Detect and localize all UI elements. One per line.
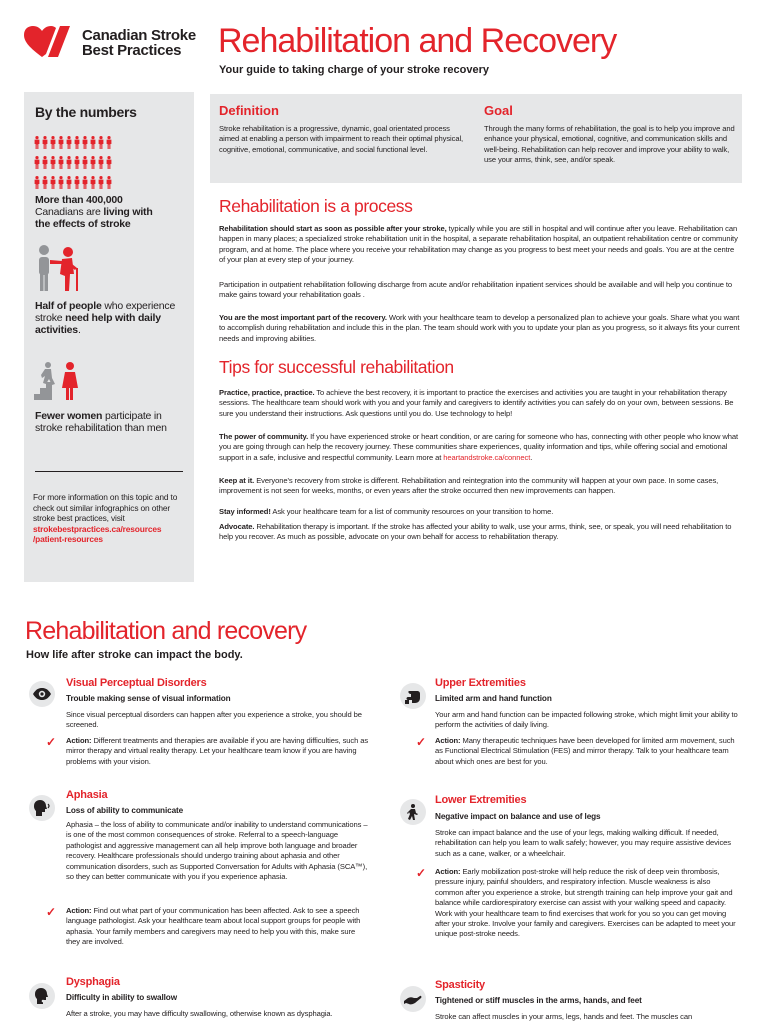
- sidebar-divider: [35, 471, 183, 472]
- aphasia-sub: Loss of ability to communicate: [66, 806, 184, 815]
- tip-community-end: .: [530, 452, 533, 462]
- visual-check-icon: ✓: [46, 735, 57, 749]
- stat-canadians-strong: More than 400,000: [35, 194, 123, 206]
- visual-action-text: Different treatments and therapies are available if you are having difficulties, such as mirror therapy and virtual reality therapy. Let your healthcare team know if you are having problems with your vision.: [66, 736, 369, 766]
- tip-keep-text: Everyone's recovery from stroke is different. Rehabilitation and reintegration into the community will happen at your own pace. In some cases, improvement is not seen for weeks, months, or even years after the stroke occurred then new improvements can happen.: [219, 476, 719, 496]
- stat-canadians-post: the effects of stroke: [35, 218, 131, 230]
- upper-text: Your arm and hand function can be impacted following stroke, which might limit your ability to perform the activities of daily living.: [435, 710, 738, 730]
- person-icon: [106, 136, 114, 154]
- dysphagia-sub: Difficulty in ability to swallow: [66, 993, 177, 1002]
- resources-link-line-1[interactable]: strokebestpractices.ca/resources: [33, 523, 162, 534]
- person-icon: [90, 136, 98, 154]
- process-p1: [219, 224, 741, 266]
- open-hand-icon: [400, 986, 426, 1012]
- lower-action: [435, 867, 740, 940]
- person-icon: [50, 176, 58, 194]
- tip-practice-bold: Practice, practice, practice.: [219, 388, 315, 397]
- sidebar-heading: By the numbers: [35, 104, 137, 120]
- process-p3: [219, 313, 741, 344]
- sidebar: [24, 92, 194, 582]
- tip-advocate-text: Rehabilitation therapy is important. If the stroke has affected your ability to walk, use your arms, think, see, or speak, you will need rehabilitation to help you recover. As much as possible, advocate on your own behalf for access to rehabilitation therapy.: [219, 522, 732, 542]
- more-info-text: For more information on this topic and to check out similar infographics on other stroke best practices, visit: [33, 492, 178, 524]
- person-icon: [98, 156, 106, 174]
- heartandstroke-link[interactable]: heartandstroke.ca/connect: [443, 452, 531, 462]
- person-icon: [82, 156, 90, 174]
- person-icon: [82, 136, 90, 154]
- process-p1-text: typically while you are still in hospital and will continue after you leave. Rehabilitation can happen in many places; a specialized stroke rehabilitation unit in the hospital, a separate rehabilitation hospital, an outpatient rehabilitation centre or community program, and at home. The place where you receive your rehabilitation may change as you progress to best meet your needs and goals. You are at the centre of your plan at every step of your journey.: [219, 224, 738, 265]
- visual-title: Visual Perceptual Disorders: [66, 677, 207, 689]
- person-icon: [42, 136, 50, 154]
- people-grid-icon: [34, 136, 114, 194]
- logo: [24, 26, 194, 60]
- process-p1-bold: Rehabilitation should start as soon as possible after your stroke,: [219, 224, 447, 233]
- aphasia-title: Aphasia: [66, 789, 108, 801]
- upper-sub: Limited arm and hand function: [435, 694, 552, 703]
- person-icon: [58, 136, 66, 154]
- brand-line-1: Canadian Stroke: [82, 27, 196, 44]
- page-subtitle: Your guide to taking charge of your stroke recovery: [219, 64, 489, 76]
- upper-action-text: Many therapeutic techniques have been developed for limited arm movement, such as Functional Electrical Stimulation (FES) and mirror therapy. Talk to your healthcare team about which ones are best for you.: [435, 736, 735, 766]
- aphasia-action: [66, 906, 371, 948]
- stairs-woman-icon: [34, 362, 82, 402]
- tip-stay-text: Ask your healthcare team for a list of community resources on your transition to home.: [270, 507, 554, 516]
- stat-half-em: need help with daily activities: [35, 312, 161, 336]
- tip-keep-at-it: [219, 476, 741, 497]
- tip-stay-bold: Stay informed!: [219, 507, 271, 516]
- brand-line-2: Best Practices: [82, 42, 182, 59]
- visual-action: [66, 736, 371, 767]
- tip-community: [219, 432, 741, 463]
- page-title: Rehabilitation and Recovery: [218, 22, 617, 60]
- resources-link-line-2[interactable]: /patient-resources: [33, 534, 103, 545]
- person-icon: [42, 156, 50, 174]
- process-heading: Rehabilitation is a process: [219, 196, 413, 216]
- process-p3-text: Work with your healthcare team to develop a personalized plan to achieve your goals. Share what you want to accomplish during rehabilitation and include this in the plan. The team should work with you to update your plan as you progress, so it always fits your current needs and improving abilities.: [219, 313, 740, 343]
- hand-fist-icon: [400, 683, 426, 709]
- person-icon: [82, 176, 90, 194]
- lower-text: Stroke can impact balance and the use of your legs, making walking difficult. If needed, rehabilitation can help you learn to walk safely; however, you may require assistive devices such as a cane, walker, or a wheelchair.: [435, 828, 731, 858]
- stat-women-post: participate in stroke rehabilitation than men: [35, 410, 167, 434]
- heart-logo-icon: [24, 26, 80, 58]
- person-icon: [66, 156, 74, 174]
- person-icon: [74, 136, 82, 154]
- aphasia-action-label: Action:: [66, 906, 92, 915]
- visual-action-label: Action:: [66, 736, 92, 745]
- lower-action-label: Action:: [435, 867, 461, 876]
- recovery-subtitle: How life after stroke can impact the body.: [26, 649, 243, 661]
- aphasia-check-icon: ✓: [46, 905, 57, 919]
- person-icon: [34, 156, 42, 174]
- person-icon: [58, 156, 66, 174]
- person-icon: [66, 136, 74, 154]
- spasticity-sub: Tightened or stiff muscles in the arms, hands, and feet: [435, 996, 642, 1005]
- tip-stay-informed: [219, 507, 741, 517]
- person-icon: [50, 136, 58, 154]
- tip-keep-bold: Keep at it.: [219, 476, 255, 485]
- stat-half-people: [35, 300, 185, 336]
- tip-practice-text: To achieve the best recovery, it is important to practice the exercises and activities you are taught in your rehabilitation therapy sessions. The healthcare team should work with you and your family and caregivers to identify activities you can safely do on your own, between sessions. Be sure you understand their instructions. Ask questions until you do. Use technology to help!: [219, 388, 734, 418]
- person-icon: [106, 176, 114, 194]
- upper-action: [435, 736, 740, 767]
- stat-women-strong: Fewer women: [35, 410, 103, 422]
- spasticity-text: Stroke can affect muscles in your arms, legs, hands and feet. The muscles can: [435, 1012, 693, 1021]
- tips-heading: Tips for successful rehabilitation: [219, 357, 454, 377]
- resources-link[interactable]: [33, 524, 188, 545]
- spasticity-title: Spasticity: [435, 979, 485, 991]
- upper-title: Upper Extremities: [435, 677, 526, 689]
- person-icon: [34, 136, 42, 154]
- stat-half-pre: who experience stroke: [35, 300, 176, 324]
- goal-text: Through the many forms of rehabilitation, the goal is to help you improve and enhance your physical, emotional, cognitive, and communication skills and well-being. Rehabilitation can help recover and improve your ability to walk, use your arms, think, see, and/or speak.: [484, 124, 735, 165]
- lower-title: Lower Extremities: [435, 794, 527, 806]
- walking-person-icon: [400, 799, 426, 825]
- tip-practice: [219, 388, 741, 419]
- person-icon: [74, 156, 82, 174]
- dysphagia-title: Dysphagia: [66, 976, 120, 988]
- stat-canadians: [35, 194, 185, 230]
- aphasia-text: Aphasia – the loss of ability to communicate and/or inability to understand communications – is one of the most common consequences of stroke. Referral to a speech-language pathologist and aggressive management can all help improve both language and broader recovery. Healthcare professionals should undergo training about aphasia and other communication disorders, such as Supported Conversation for Adults with Aphasia (SCA™), so they can better communicate with you if you experience aphasia.: [66, 820, 368, 882]
- stat-half-post: .: [77, 324, 81, 336]
- tip-advocate-bold: Advocate.: [219, 522, 255, 531]
- process-p3-bold: You are the most important part of the recovery.: [219, 313, 387, 322]
- upper-check-icon: ✓: [416, 735, 427, 749]
- person-icon: [58, 176, 66, 194]
- tip-advocate: [219, 522, 741, 543]
- speech-head-icon: [29, 795, 55, 821]
- visual-text: Since visual perceptual disorders can happen after you experience a stroke, you should be screened.: [66, 710, 362, 730]
- upper-action-label: Action:: [435, 736, 461, 745]
- person-icon: [42, 176, 50, 194]
- person-icon: [106, 156, 114, 174]
- helper-person-icon: [34, 244, 82, 292]
- stat-fewer-women: [35, 410, 185, 434]
- person-icon: [34, 176, 42, 194]
- eye-icon: [29, 681, 55, 707]
- person-icon: [90, 156, 98, 174]
- lower-action-text: Early mobilization post-stroke will help reduce the risk of deep vein thrombosis, pressure injury, painful shoulders, and respiratory infection. Muscle weakness is also common after you experience a stroke, but strength training can help improve your gait and balance while cardiorespiratory exercise can assist with your walking speed and capacity. Work with your healthcare team to find exercises that work for you so you can get moving after your stroke. Involve your family and caregivers. Exercises can be adapted to meet your unique post-stroke needs.: [435, 867, 736, 939]
- person-icon: [74, 176, 82, 194]
- person-icon: [98, 176, 106, 194]
- person-icon: [50, 156, 58, 174]
- definition-text: Stroke rehabilitation is a progressive, dynamic, goal orientated process aimed at enabling a person with impairment to reach their optimal physical, cognitive, emotional, communicative, and social functional level.: [219, 124, 464, 154]
- definition-heading: Definition: [219, 103, 279, 118]
- person-icon: [98, 136, 106, 154]
- definition-goal-panel: [210, 94, 742, 183]
- tip-community-text: If you have experienced stroke or heart condition, or are caring for someone who has, connecting with other people who know what you are going through can help the recovery journey. These communities share experiences, quality information and tips, while offering social and emotional support in a safe, inclusive and respectful community. Learn more at: [219, 432, 739, 462]
- more-info: [33, 492, 188, 545]
- visual-sub: Trouble making sense of visual information: [66, 694, 231, 703]
- swallow-head-icon: [29, 983, 55, 1009]
- person-icon: [90, 176, 98, 194]
- stat-canadians-em: living with: [103, 206, 153, 218]
- person-icon: [66, 176, 74, 194]
- process-p2: Participation in outpatient rehabilitation following discharge from acute and/or rehabilitation inpatient services should be available and will help you continue to make gains toward your rehabilitation goals .: [219, 280, 732, 300]
- dysphagia-text: After a stroke, you may have difficulty swallowing, otherwise known as dysphagia.: [66, 1009, 333, 1018]
- tip-community-bold: The power of community.: [219, 432, 309, 441]
- aphasia-action-text: Find out what part of your communication has been affected. Ask to see a speech language pathologist. Ask your healthcare team about local support groups for people with aphasia. Your family members and caregivers may need to help you with this, make sure they are involved.: [66, 906, 361, 947]
- stat-canadians-pre: Canadians are: [35, 206, 104, 218]
- recovery-heading: Rehabilitation and recovery: [25, 617, 307, 645]
- goal-heading: Goal: [484, 103, 513, 118]
- lower-check-icon: ✓: [416, 866, 427, 880]
- lower-sub: Negative impact on balance and use of legs: [435, 812, 601, 821]
- stat-half-strong: Half of people: [35, 300, 102, 312]
